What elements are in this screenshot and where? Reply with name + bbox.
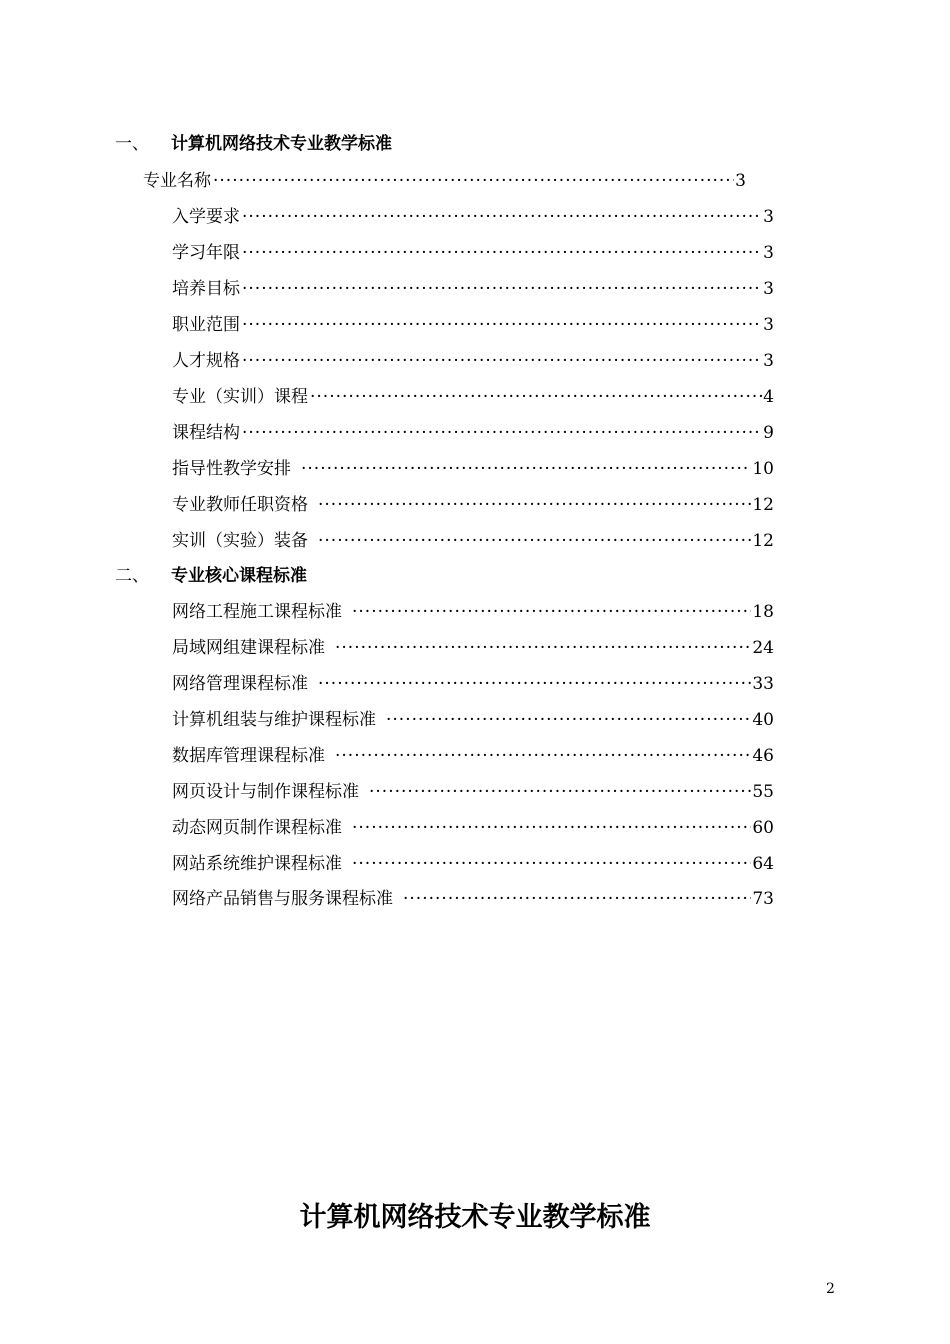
toc-section-1[interactable] [115, 131, 392, 157]
leader-dots [240, 348, 762, 374]
toc-entry-page: 4 [763, 387, 774, 407]
toc-entry-page: 12 [752, 495, 774, 515]
toc-entry-page: 40 [752, 710, 774, 730]
toc-entry-label: 动态网页制作课程标准 [172, 818, 342, 838]
toc-entry-label: 专业名称 [143, 171, 211, 191]
toc-entry-page: 18 [752, 602, 774, 622]
toc-entry[interactable] [172, 886, 774, 912]
section-number: 一、 [115, 134, 149, 154]
toc-entry-page: 73 [752, 889, 774, 909]
toc-entry-page: 60 [752, 818, 774, 838]
leader-dots [376, 707, 751, 733]
toc-entry-label: 指导性教学安排 [172, 459, 291, 479]
toc-entry-page: 10 [752, 459, 774, 479]
leader-dots [308, 492, 751, 518]
toc-entry-label: 专业教师任职资格 [172, 495, 308, 515]
toc-entry-label: 实训（实验）装备 [172, 531, 308, 551]
toc-entry[interactable] [172, 779, 774, 805]
toc-entry[interactable] [172, 312, 774, 338]
toc-entry-page: 24 [752, 638, 774, 658]
toc-entry[interactable] [172, 671, 774, 697]
toc-entry-page: 3 [763, 351, 774, 371]
toc-entry-label: 局域网组建课程标准 [172, 638, 325, 658]
toc-entry[interactable] [172, 815, 774, 841]
leader-dots [342, 815, 751, 841]
toc-entry-label: 学习年限 [172, 243, 240, 263]
toc-entry-page: 3 [763, 315, 774, 335]
toc-entry-label: 入学要求 [172, 207, 240, 227]
leader-dots [342, 851, 751, 877]
toc-entry-label: 网站系统维护课程标准 [172, 854, 342, 874]
leader-dots [308, 671, 751, 697]
leader-dots [240, 420, 762, 446]
toc-section-2[interactable] [115, 563, 307, 589]
leader-dots [325, 635, 751, 661]
toc-entry-label: 培养目标 [172, 279, 240, 299]
toc-entry-page: 9 [763, 423, 774, 443]
toc-entry-major-name[interactable] [143, 168, 746, 194]
toc-entry-page: 46 [752, 746, 774, 766]
leader-dots [240, 240, 762, 266]
leader-dots [308, 528, 751, 554]
toc-entry-page: 3 [763, 207, 774, 227]
leader-dots [240, 204, 762, 230]
toc-entry-page: 3 [763, 243, 774, 263]
toc-entry[interactable] [172, 204, 774, 230]
section-number: 二、 [115, 566, 149, 586]
leader-dots [359, 779, 751, 805]
toc-entry[interactable] [172, 743, 774, 769]
section-title: 专业核心课程标准 [171, 566, 307, 586]
leader-dots [291, 456, 751, 482]
leader-dots [393, 886, 751, 912]
toc-entry-label: 网页设计与制作课程标准 [172, 782, 359, 802]
page-number: 2 [826, 1281, 835, 1297]
toc-entry[interactable] [172, 240, 774, 266]
toc-entry[interactable] [172, 492, 774, 518]
toc-entry[interactable] [172, 276, 774, 302]
toc-entry-label: 数据库管理课程标准 [172, 746, 325, 766]
leader-dots [240, 312, 762, 338]
toc-entry-label: 职业范围 [172, 315, 240, 335]
toc-entry-page: 3 [763, 279, 774, 299]
toc-entry[interactable] [172, 420, 774, 446]
toc-entry-page: 64 [752, 854, 774, 874]
leader-dots [325, 743, 751, 769]
toc-entry-label: 专业（实训）课程 [172, 387, 308, 407]
toc-entry-label: 网络工程施工课程标准 [172, 602, 342, 622]
toc-entry-page: 3 [735, 171, 746, 191]
leader-dots [342, 599, 751, 625]
toc-entry[interactable] [172, 599, 774, 625]
toc-entry[interactable] [172, 851, 774, 877]
section-title: 计算机网络技术专业教学标准 [171, 134, 392, 154]
toc-entry-label: 网络管理课程标准 [172, 674, 308, 694]
toc-entry-page: 55 [752, 782, 774, 802]
leader-dots [308, 384, 762, 410]
leader-dots [240, 276, 762, 302]
toc-entry[interactable] [172, 456, 774, 482]
toc-entry[interactable] [172, 348, 774, 374]
toc-entry-label: 课程结构 [172, 423, 240, 443]
toc-entry[interactable] [172, 635, 774, 661]
document-title: 计算机网络技术专业教学标准 [299, 1202, 651, 1233]
toc-entry-page: 12 [752, 531, 774, 551]
toc-entry-label: 计算机组装与维护课程标准 [172, 710, 376, 730]
toc-entry[interactable] [172, 384, 774, 410]
toc-entry[interactable] [172, 707, 774, 733]
toc-entry[interactable] [172, 528, 774, 554]
toc-entry-page: 33 [752, 674, 774, 694]
toc-entry-label: 人才规格 [172, 351, 240, 371]
toc-entry-label: 网络产品销售与服务课程标准 [172, 889, 393, 909]
leader-dots [211, 168, 734, 194]
